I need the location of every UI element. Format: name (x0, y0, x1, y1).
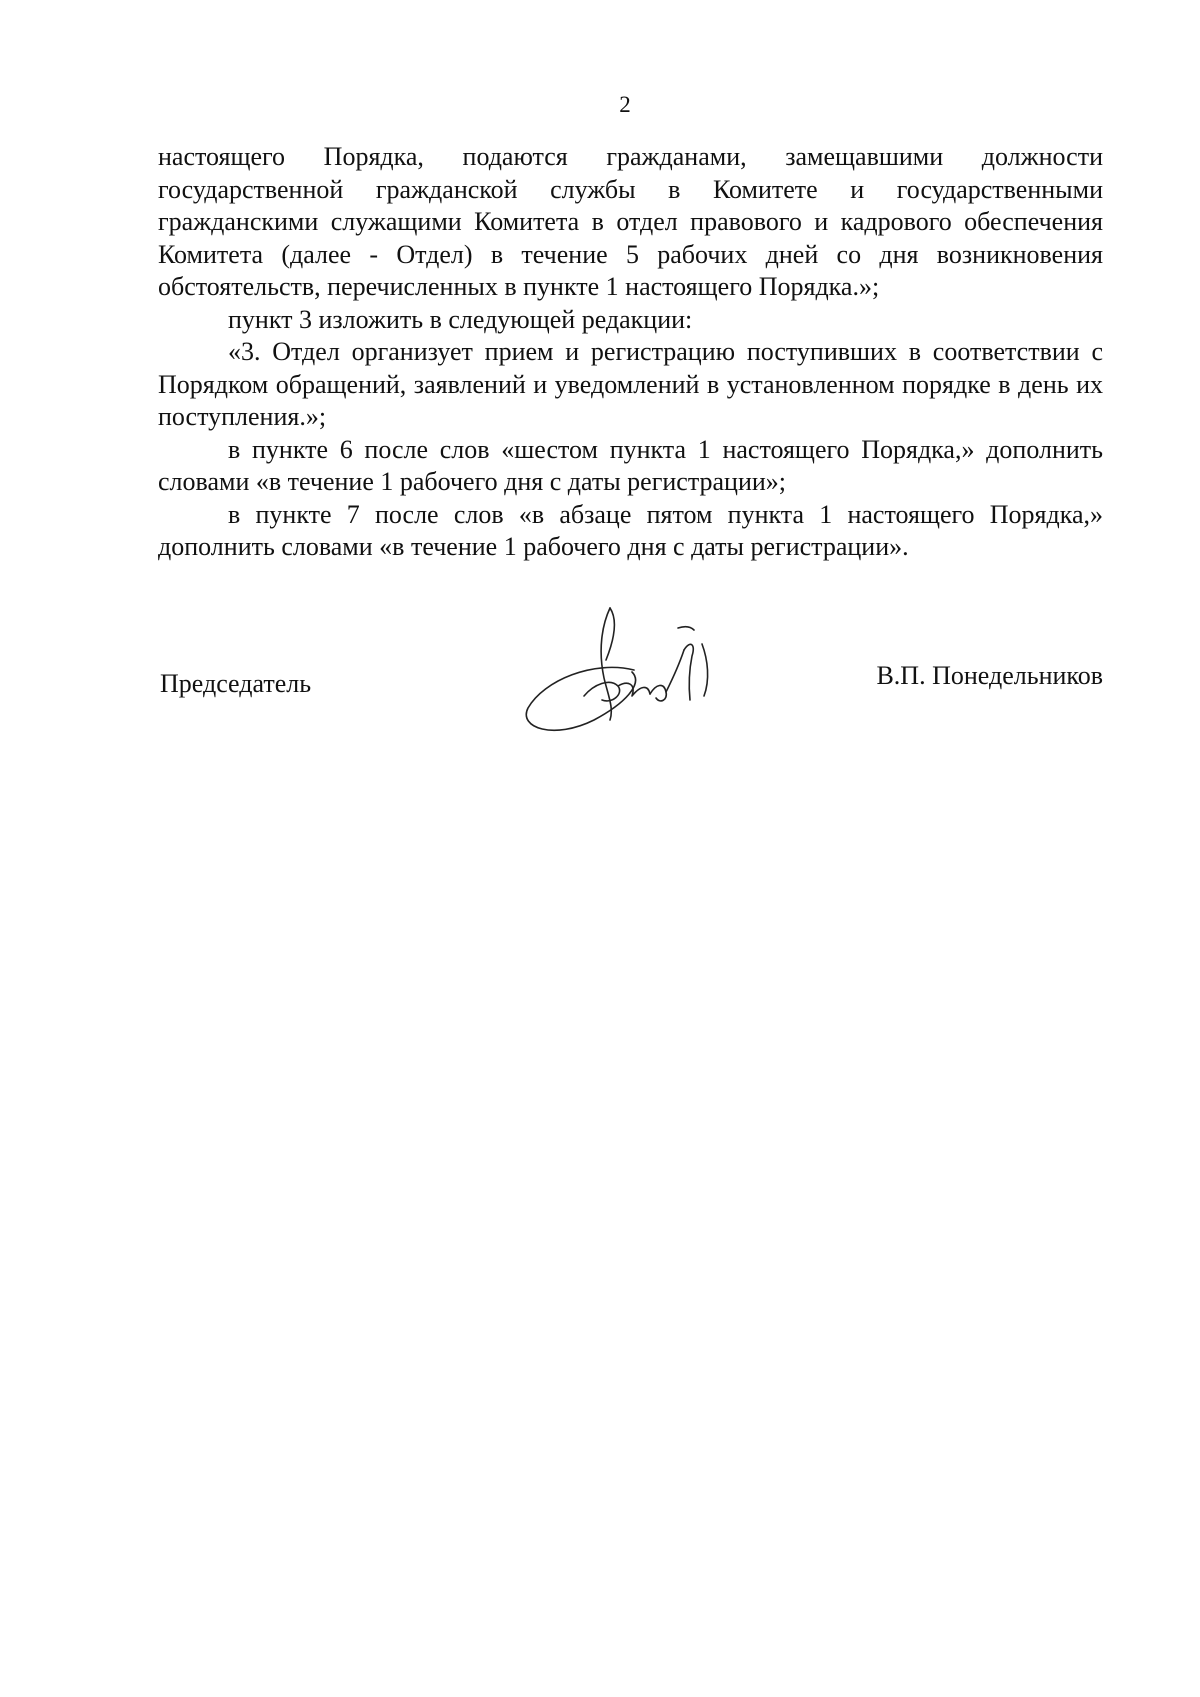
paragraph: «3. Отдел организует прием и регистрацию поступивших в соответствии с Порядком обращений, заявлений и уведомлений в установленном порядке в день их поступления.»; (158, 337, 1103, 431)
document-body (158, 141, 1103, 564)
signatory-name: В.П. Понедельников (876, 661, 1103, 690)
paragraph: в пункте 6 после слов «шестом пункта 1 настоящего Порядка,» дополнить словами «в течение 1 рабочего дня с даты регистрации»; (158, 434, 1103, 496)
paragraph: пункт 3 изложить в следующей редакции: (228, 304, 693, 334)
signatory-title: Председатель (160, 669, 312, 698)
paragraph: настоящего Порядка, подаются гражданами, замещавшими должности государственной гражданской службы в Комитете и государственными гражданскими служащими Комитета в отдел правового и кадрового обеспечения Комитета (далее - Отдел) в течение 5 рабочих дней со дня возникновения обстоятельств, перечисленных в пункте 1 настоящего Порядка.»; (158, 142, 1103, 301)
handwritten-signature (514, 600, 734, 750)
paragraph: в пункте 7 после слов «в абзаце пятом пункта 1 настоящего Порядка,» дополнить словами «в течение 1 рабочего дня с даты регистрации». (158, 499, 1103, 561)
signature-block (158, 655, 1103, 735)
page-number: 2 (619, 92, 631, 117)
